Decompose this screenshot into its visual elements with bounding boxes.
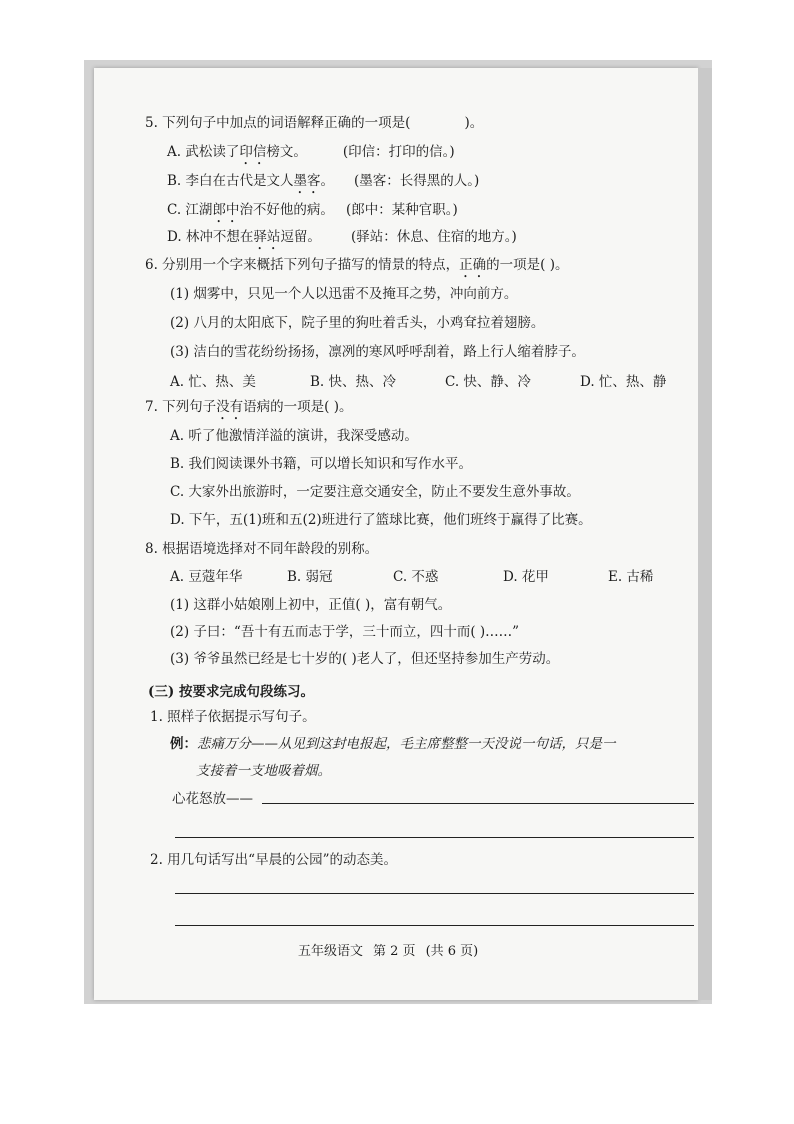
next-page-edge	[698, 68, 712, 1000]
page-footer	[298, 940, 488, 959]
q6-choice-b: B. 快、热、冷	[310, 374, 397, 390]
q6-choice-a: A. 忙、热、美	[170, 374, 256, 390]
s3-q2-answer-line-1[interactable]	[175, 893, 694, 894]
q5-option-d: D. 林冲不想在驿站逗留。 (驿站：休息、住宿的地方。)	[167, 229, 517, 245]
q7-option-c: C. 大家外出旅游时，一定要注意交通安全，防止不要发生意外事故。	[170, 484, 580, 500]
s3-q1-stem: 1. 照样子依据提示写句子。	[150, 709, 316, 725]
q8-choice-e: E. 古稀	[608, 569, 654, 585]
s3-q2-answer-line-2[interactable]	[175, 925, 694, 926]
q5-stem: 5. 下列句子中加点的词语解释正确的一项是( )。	[145, 115, 484, 131]
q8-stem: 8. 根据语境选择对不同年龄段的别称。	[145, 541, 379, 557]
q8-item-1: (1) 这群小姑娘刚上初中，正值( )，富有朝气。	[170, 597, 452, 613]
footer-grade-subject: 五年级语文	[298, 944, 364, 959]
q7-option-a: A. 听了他激情洋溢的演讲，我深受感动。	[170, 428, 418, 444]
s3-q1-answer-line-2[interactable]	[175, 837, 694, 838]
q6-choice-c: C. 快、静、冷	[445, 374, 531, 390]
q5-option-a: A. 武松读了印信榜文。 (印信：打印的信。)	[167, 144, 455, 160]
q8-choice-c: C. 不惑	[393, 569, 439, 585]
footer-page-number: 第 2 页	[373, 944, 416, 959]
q6-choice-d: D. 忙、热、静	[580, 374, 667, 390]
q7-stem: 7. 下列句子没有语病的一项是( )。	[145, 399, 353, 415]
q8-item-2: (2) 子曰：“吾十有五而志于学，三十而立，四十而( )……”	[170, 624, 520, 640]
s3-q1-answer-line-1[interactable]	[262, 803, 694, 804]
section-3-heading: (三) 按要求完成句段练习。	[148, 684, 314, 700]
s3-q2-stem: 2. 用几句话写出“早晨的公园”的动态美。	[150, 852, 397, 868]
s3-q1-example-line2: 支接着一支地吸着烟。	[196, 763, 331, 779]
q8-choice-a: A. 豆蔻年华	[170, 569, 243, 585]
q7-option-b: B. 我们阅读课外书籍，可以增长知识和写作水平。	[170, 456, 473, 472]
q5-option-b: B. 李白在古代是文人墨客。 (墨客：长得黑的人。)	[167, 173, 480, 189]
q8-choice-d: D. 花甲	[503, 569, 549, 585]
q8-choice-b: B. 弱冠	[287, 569, 333, 585]
q5-option-c: C. 江湖郎中治不好他的病。 (郎中：某种官职。)	[167, 202, 458, 218]
footer-total-pages: (共 6 页)	[425, 944, 479, 959]
s3-q1-prompt: 心花怒放——	[172, 791, 253, 807]
q8-item-3: (3) 爷爷虽然已经是七十岁的( )老人了，但还坚持参加生产劳动。	[170, 651, 560, 667]
q6-item-1: (1) 烟雾中，只见一个人以迅雷不及掩耳之势，冲向前方。	[170, 286, 518, 302]
q6-stem: 6. 分别用一个字来概括下列句子描写的情景的特点，正确的一项是( )。	[145, 257, 569, 273]
s3-q1-example-line1: 例：悲痛万分——从见到这封电报起，毛主席整整一天没说一句话，只是一	[170, 736, 616, 752]
q6-item-2: (2) 八月的太阳底下，院子里的狗吐着舌头，小鸡耷拉着翅膀。	[170, 315, 545, 331]
q7-option-d: D. 下午，五(1)班和五(2)班进行了篮球比赛，他们班终于赢得了比赛。	[170, 512, 592, 528]
q6-item-3: (3) 洁白的雪花纷纷扬扬，凛冽的寒风呼呼刮着，路上行人缩着脖子。	[170, 344, 585, 360]
